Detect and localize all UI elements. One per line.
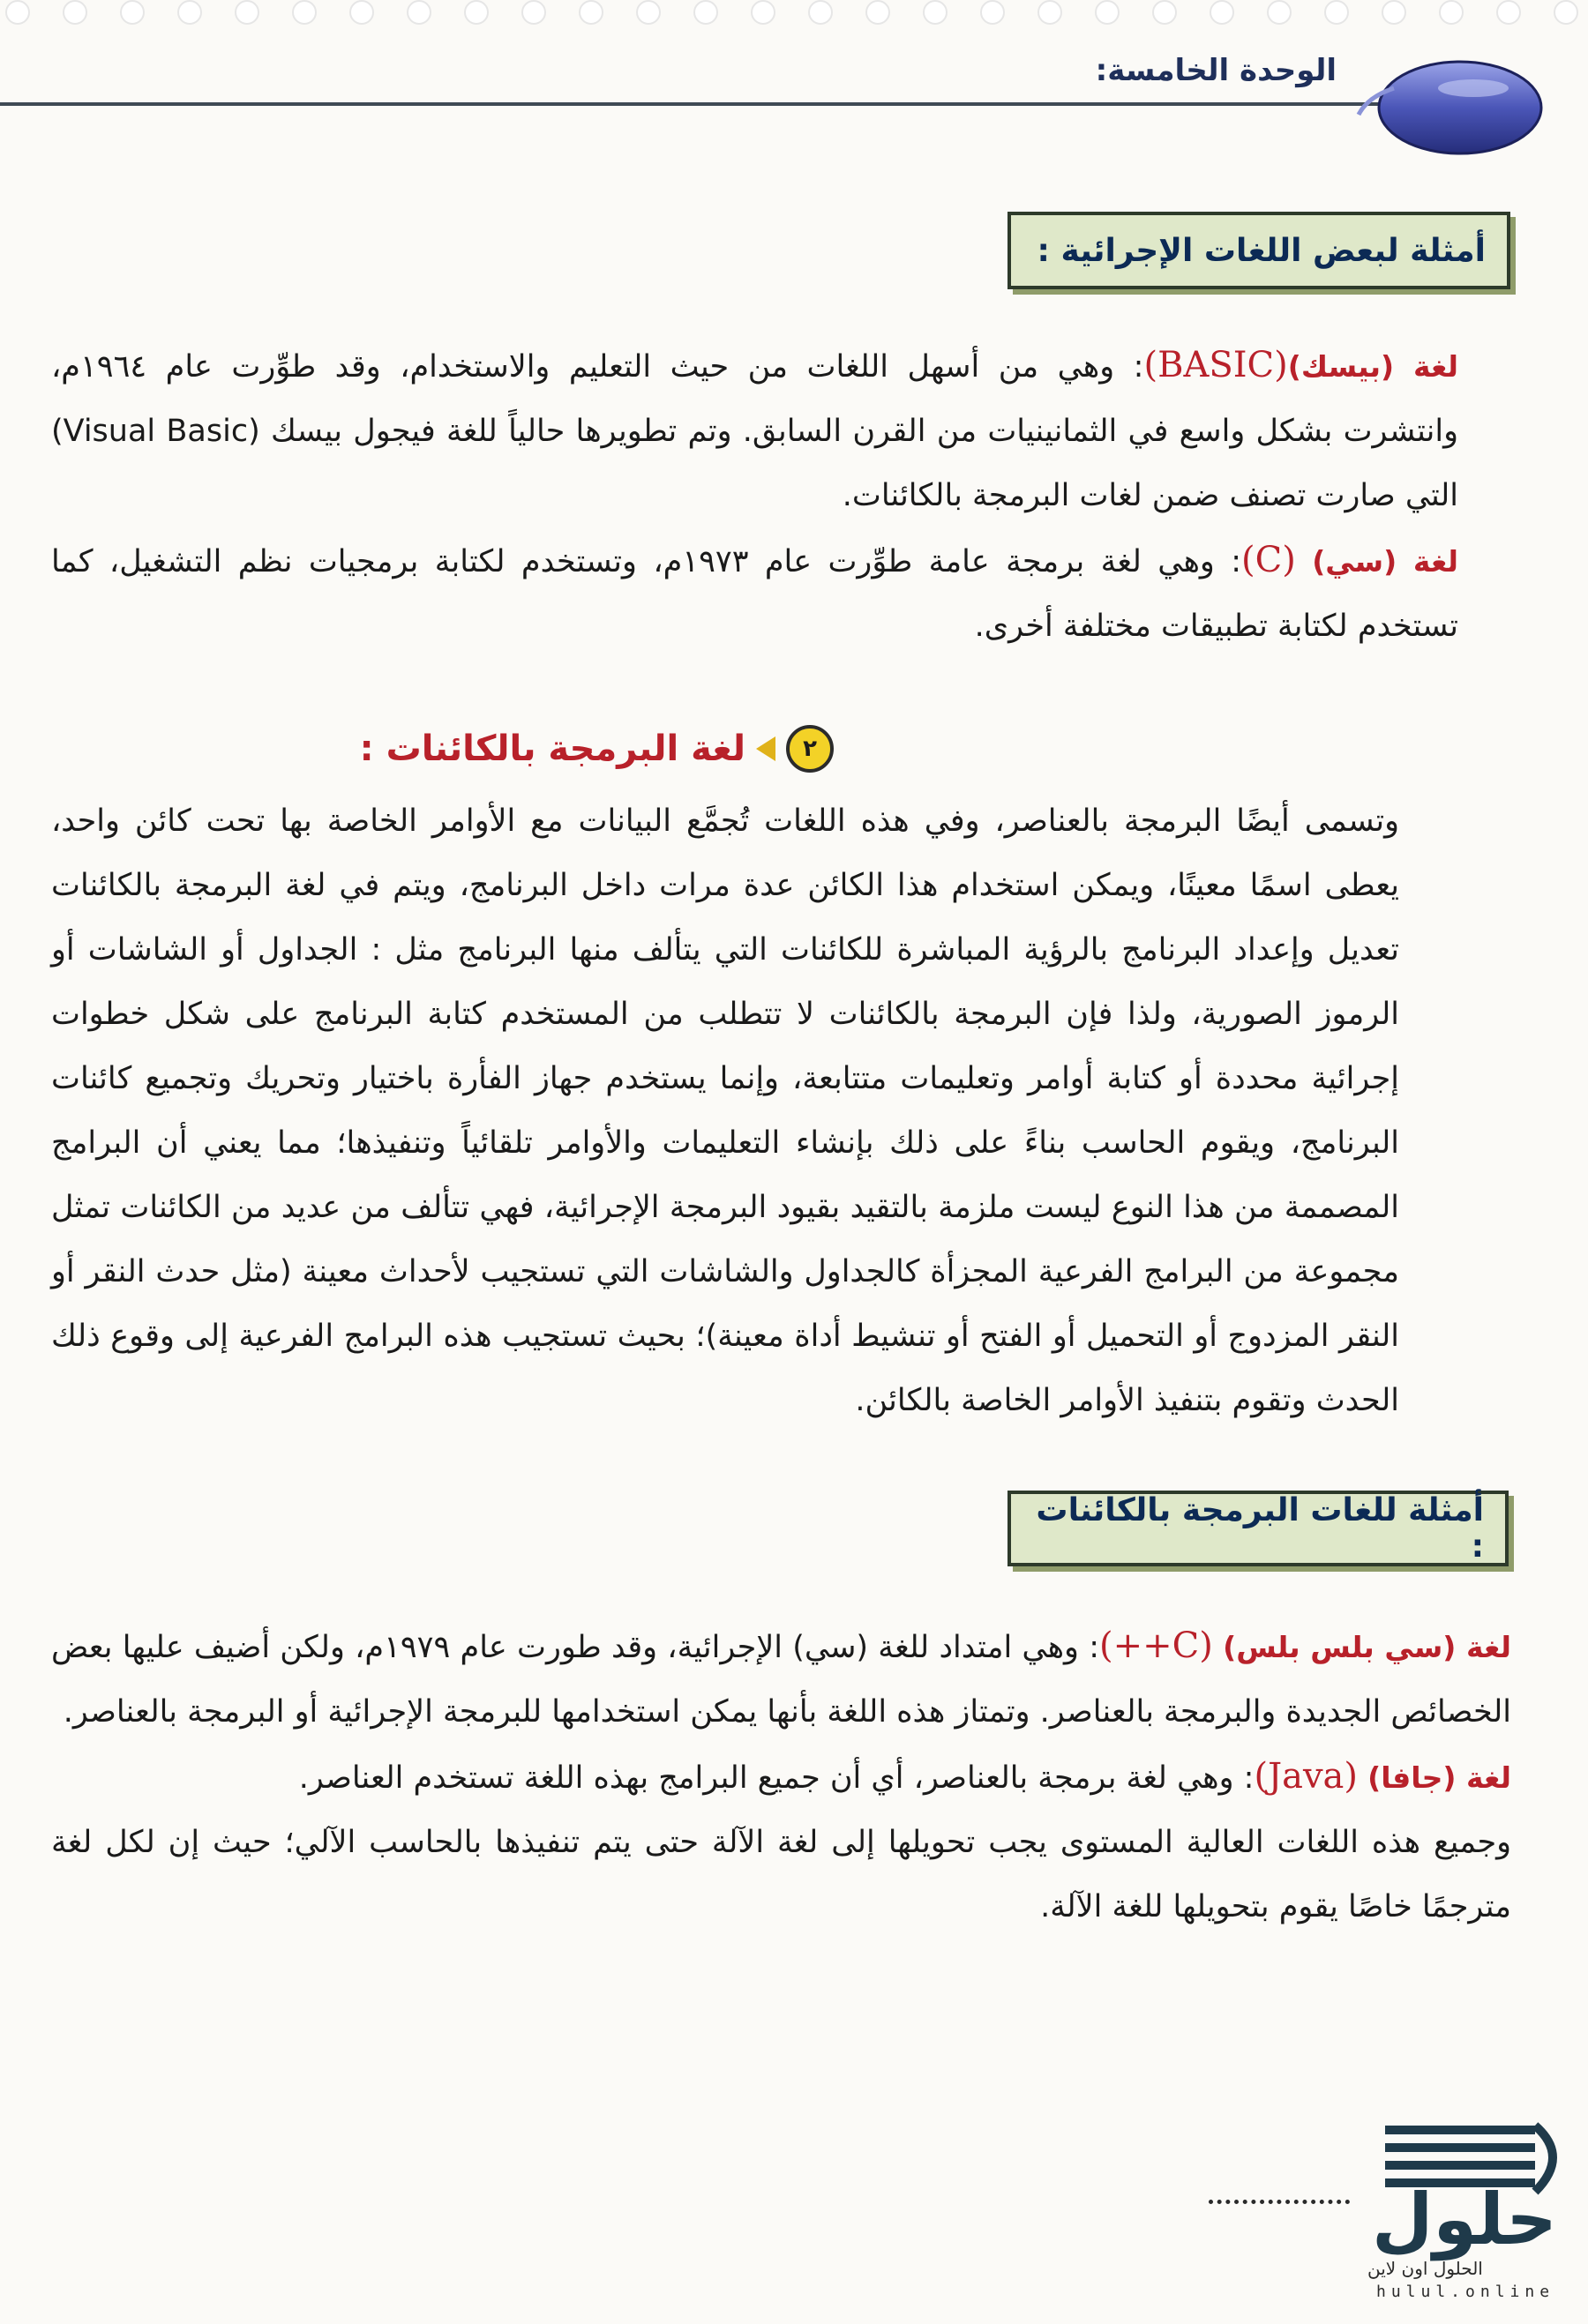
procedural-examples-text — [51, 333, 1458, 659]
language-name: (C) — [1240, 540, 1296, 580]
list-item — [51, 333, 1458, 528]
watermark-site: hulul.online — [1376, 2283, 1555, 2301]
language-label: لغة (بيسك) — [1287, 349, 1458, 384]
closing-paragraph: وجميع هذه اللغات العالية المستوى يجب تحويلها إلى لغة الآلة حتى يتم تنفيذها بالحاسب الآلي؛ حيث إن لكل لغة مترجمًا خاصًا يقوم بتحويلها للغة الآلة. — [51, 1825, 1511, 1924]
list-item — [51, 1745, 1511, 1811]
watermark-brand: حلول — [1372, 2178, 1557, 2260]
language-name: (C++) — [1099, 1625, 1213, 1666]
arrow-icon — [756, 736, 775, 761]
watermark-tagline: الحلول اون لاين — [1367, 2258, 1483, 2279]
list-item — [51, 1614, 1511, 1745]
heading-procedural-examples — [1007, 212, 1510, 289]
binder-holes — [0, 0, 1588, 53]
heading-procedural-examples-text: أمثلة لبعض اللغات الإجرائية : — [1037, 232, 1486, 269]
language-description: : وهي من أسهل اللغات من حيث التعليم والاستخدام، وقد طوِّرت عام ١٩٦٤م، وانتشرت بشكل واسع في الثمانينيات من القرن السابق. وتم تطويرها حالياً للغة فيجول بيسك (Visual Basic) التي صارت تصنف ضمن لغات البرمجة بالكائنات. — [51, 349, 1458, 513]
computer-mouse-icon — [1341, 53, 1544, 159]
oop-body-text — [51, 789, 1399, 1433]
heading-oop-examples-text: أمثلة للغات البرمجة بالكائنات : — [1036, 1492, 1484, 1565]
language-description: : وهي لغة برمجة عامة طوِّرت عام ١٩٧٣م، وتستخدم لكتابة برمجيات نظم التشغيل، كما تستخدم لكتابة تطبيقات مختلفة أخرى. — [51, 544, 1458, 644]
list-item — [51, 528, 1458, 659]
unit-title: الوحدة الخامسة: — [1095, 53, 1337, 88]
oop-examples-text — [51, 1614, 1511, 1939]
section-number-badge: ٢ — [786, 725, 834, 773]
oop-paragraph: وتسمى أيضًا البرمجة بالعناصر، وفي هذه اللغات تُجمَّع البيانات مع الأوامر الخاصة بها تحت كائن واحد، يعطى اسمًا معينًا، ويمكن استخدام هذا الكائن عدة مرات داخل البرنامج، ويتم في لغة البرمجة بالكائنات تعديل وإعداد البرنامج بالرؤية المباشرة للكائنات التي يتألف منها البرنامج مثل : الجداول أو الشاشات أو الرموز الصورية، ولذا فإن البرمجة بالكائنات لا تتطلب من المستخدم كتابة البرنامج على شكل خطوات إجرائية محددة أو كتابة أوامر وتعليمات متتابعة، وإنما يستخدم جهاز الفأرة باختيار وتحريك وتجميع كائنات البرنامج، ويقوم الحاسب بناءً على ذلك بإنشاء التعليمات والأوامر تلقائياً وتنفيذها؛ مما يعني أن البرامج المصممة من هذا النوع ليست ملزمة بالتقيد بقيود البرمجة الإجرائية، فهي تتألف من عديد من الكائنات تمثل مجموعة من البرامج الفرعية المجزأة كالجداول والشاشات التي تستجيب لأحداث معينة (مثل حدث النقر أو النقر المزدوج أو التحميل أو الفتح أو تنشيط أداة معينة)؛ بحيث تستجيب هذه البرامج الفرعية إلى وقوع ذلك الحدث وتقوم بتنفيذ الأوامر الخاصة بالكائن. — [51, 803, 1399, 1418]
section-oop-title: لغة البرمجة بالكائنات : — [359, 729, 745, 769]
heading-oop-examples — [1007, 1491, 1509, 1566]
header-rule — [0, 102, 1447, 106]
language-label: لغة (سي) — [1312, 544, 1458, 579]
footer-dotted-line — [1209, 2200, 1350, 2209]
language-description: : وهي امتداد للغة (سي) الإجرائية، وقد طورت عام ١٩٧٩م، ولكن أضيف عليها بعض الخصائص الجديدة والبرمجة بالعناصر. وتمتاز هذه اللغة بأنها يمكن استخدامها للبرمجة الإجرائية أو البرمجة بالعناصر. — [51, 1630, 1511, 1730]
language-name: (BASIC) — [1143, 345, 1288, 385]
section-oop-heading — [360, 725, 834, 773]
language-label: لغة (سي بلس بلس) — [1223, 1630, 1511, 1664]
language-label: لغة (جافا) — [1367, 1760, 1511, 1795]
language-name: (Java) — [1254, 1756, 1358, 1797]
language-description: : وهي لغة برمجة بالعناصر، أي أن جميع البرامج بهذه اللغة تستخدم العناصر. — [298, 1760, 1255, 1796]
